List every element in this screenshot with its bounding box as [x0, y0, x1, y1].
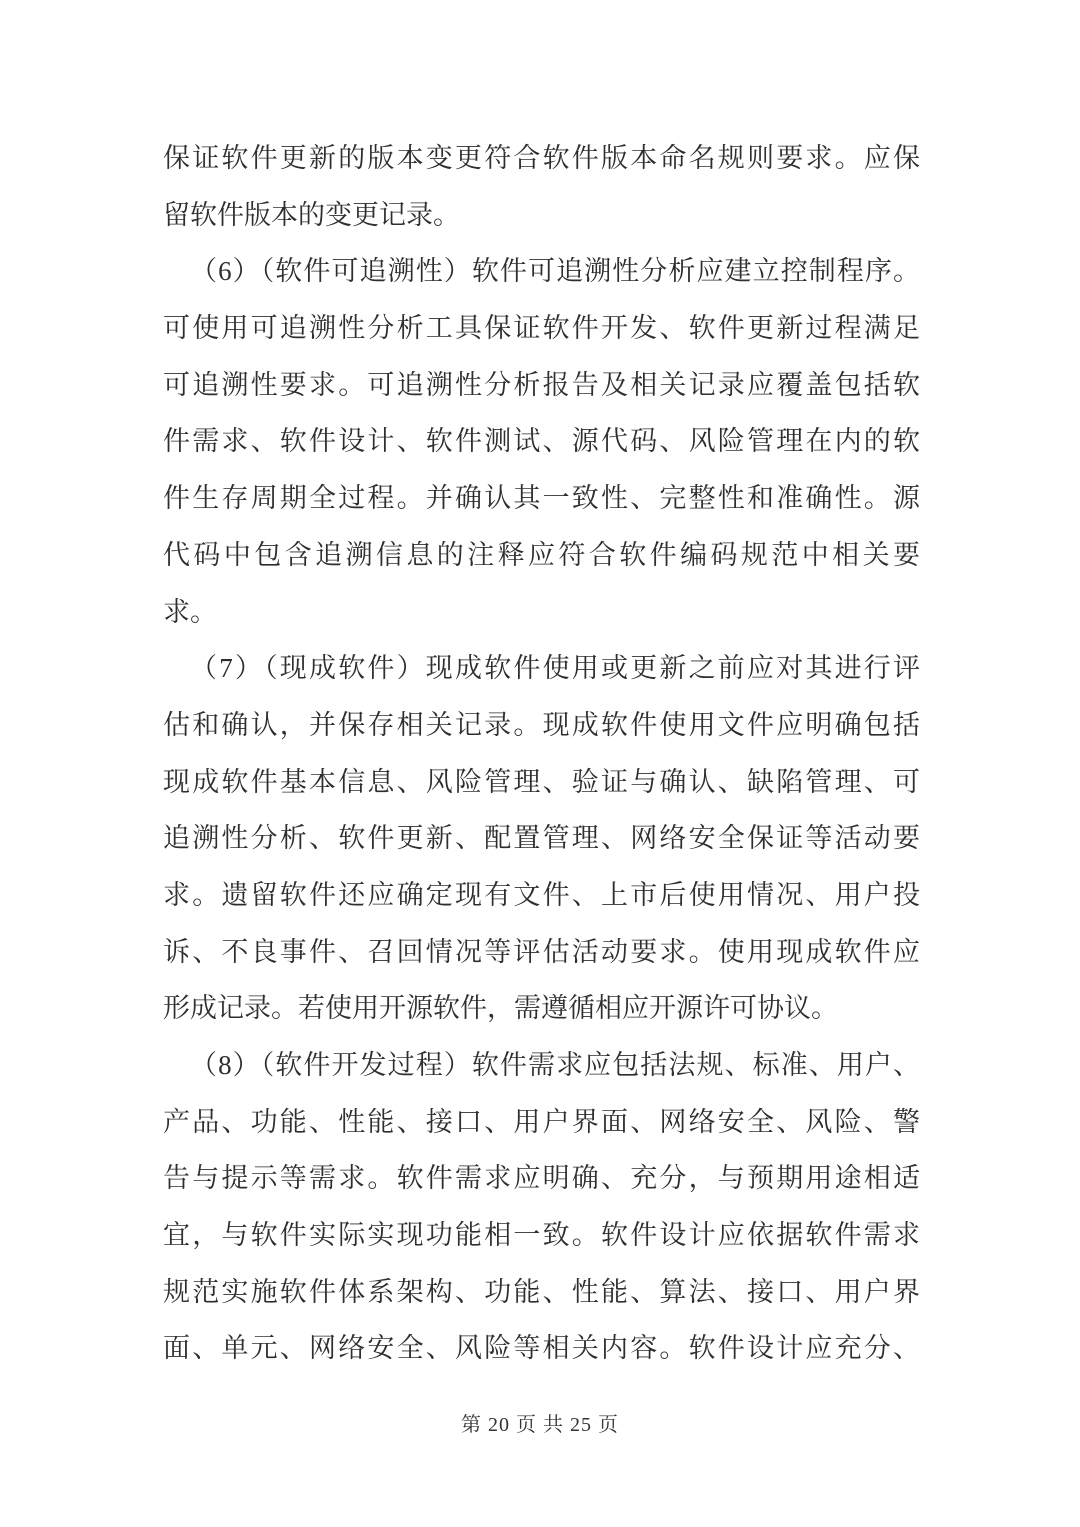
text-line: 估和确认，并保存相关记录。现成软件使用文件应明确包括	[163, 709, 920, 740]
text-line: 宜，与软件实际实现功能相一致。软件设计应依据软件需求	[163, 1220, 920, 1251]
document-body	[163, 130, 920, 1377]
text-line: （6）（软件可追溯性）软件可追溯性分析应建立控制程序。	[190, 256, 920, 287]
text-line: 可追溯性要求。可追溯性分析报告及相关记录应覆盖包括软	[163, 369, 920, 400]
text-line: 追溯性分析、软件更新、配置管理、网络安全保证等活动要	[163, 823, 920, 854]
text-line: 可使用可追溯性分析工具保证软件开发、软件更新过程满足	[163, 313, 920, 344]
text-line: 求。遗留软件还应确定现有文件、上市后使用情况、用户投	[163, 879, 920, 910]
text-line: 现成软件基本信息、风险管理、验证与确认、缺陷管理、可	[163, 766, 920, 797]
text-line: 件生存周期全过程。并确认其一致性、完整性和准确性。源	[163, 483, 920, 514]
text-line: 诉、不良事件、召回情况等评估活动要求。使用现成软件应	[163, 936, 920, 967]
text-line: 留软件版本的变更记录。	[163, 199, 460, 230]
text-line: 件需求、软件设计、软件测试、源代码、风险管理在内的软	[163, 426, 920, 457]
text-line: 面、单元、网络安全、风险等相关内容。软件设计应充分、	[163, 1333, 920, 1364]
text-line: 产品、功能、性能、接口、用户界面、网络安全、风险、警	[163, 1106, 920, 1137]
text-line: 求。	[163, 596, 217, 627]
text-line: （8）（软件开发过程）软件需求应包括法规、标准、用户、	[190, 1050, 920, 1080]
text-line: 告与提示等需求。软件需求应明确、充分，与预期用途相适	[163, 1163, 920, 1194]
text-line: 保证软件更新的版本变更符合软件版本命名规则要求。应保	[163, 143, 920, 173]
text-line: 形成记录。若使用开源软件，需遵循相应开源许可协议。	[163, 993, 838, 1024]
page-footer: 第 20 页 共 25 页	[461, 1414, 619, 1436]
text-line: 规范实施软件体系架构、功能、性能、算法、接口、用户界	[163, 1276, 920, 1307]
text-line: 代码中包含追溯信息的注释应符合软件编码规范中相关要	[163, 539, 920, 570]
text-line: （7）（现成软件）现成软件使用或更新之前应对其进行评	[190, 653, 920, 684]
